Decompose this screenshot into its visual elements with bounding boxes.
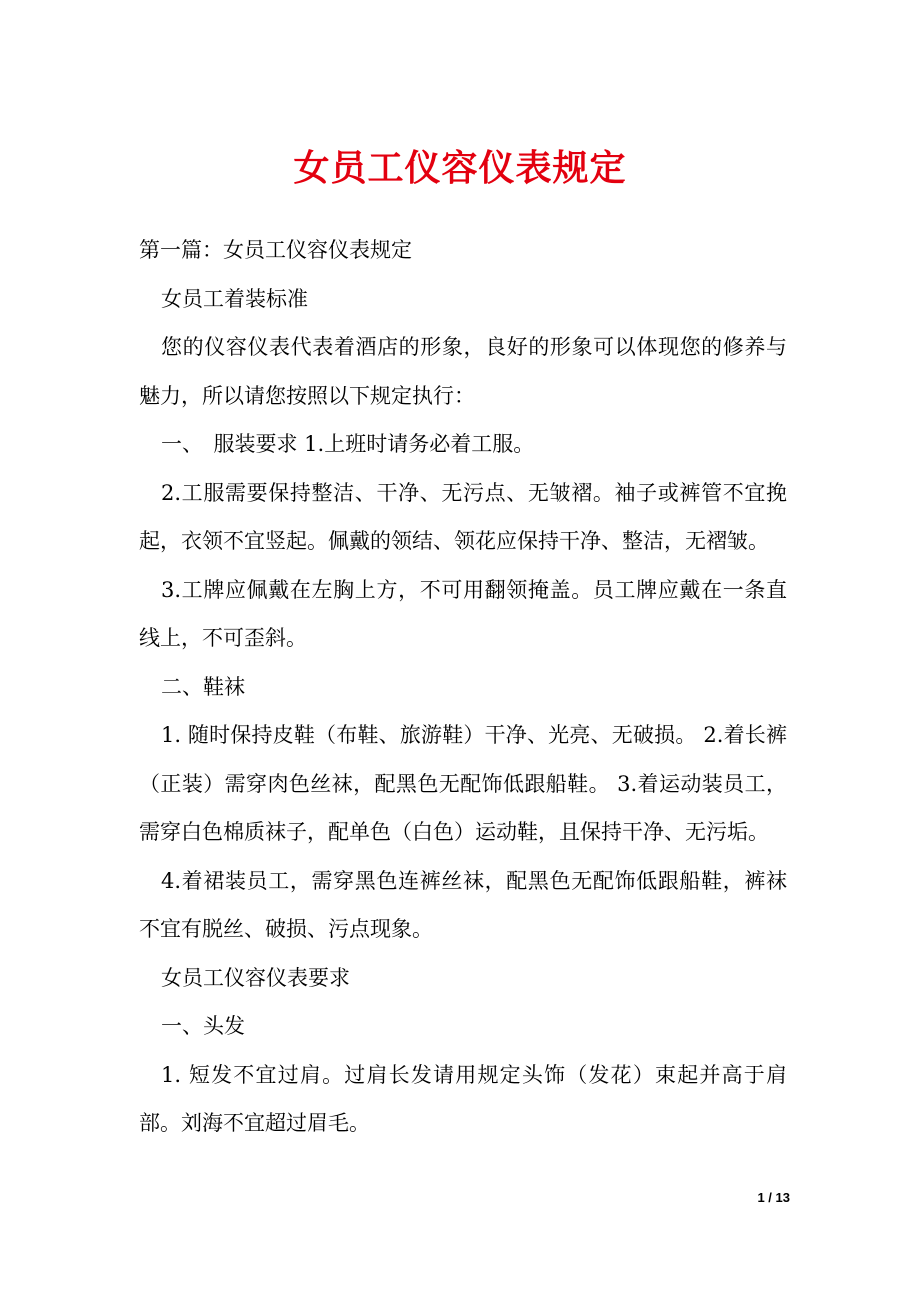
document-body [139, 226, 787, 1148]
paragraph: 女员工着装标准 [161, 286, 308, 311]
paragraph: 4.着裙装员工，需穿黑色连裤丝袜，配黑色无配饰低跟船鞋，裤袜不宜有脱丝、破损、污点现象。 [139, 868, 787, 941]
paragraph: 1. 短发不宜过肩。过肩长发请用规定头饰（发花）束起并高于肩部。刘海不宜超过眉毛。 [139, 1062, 787, 1135]
paragraph: 一、 服装要求 1.上班时请务必着工服。 [161, 432, 535, 456]
paragraph: 女员工仪容仪表要求 [161, 965, 350, 990]
section-heading: 第一篇：女员工仪容仪表规定 [139, 238, 412, 262]
paragraph: 一、头发 [161, 1014, 245, 1038]
paragraph: 1. 随时保持皮鞋（布鞋、旅游鞋）干净、光亮、无破损。 2.着长裤（正装）需穿肉色丝袜，配黑色无配饰低跟船鞋。 3.着运动装员工，需穿白色棉质袜子，配单色（白色）运动鞋，且保持干净、无污垢。 [139, 723, 787, 844]
document-title: 女员工仪容仪表规定 [293, 147, 627, 189]
paragraph: 您的仪容仪表代表着酒店的形象，良好的形象可以体现您的修养与魅力，所以请您按照以下规定执行： [139, 335, 787, 408]
paragraph: 3.工牌应佩戴在左胸上方，不可用翻领掩盖。员工牌应戴在一条直线上，不可歪斜。 [139, 577, 787, 650]
paragraph: 2.工服需要保持整洁、干净、无污点、无皱褶。袖子或裤管不宜挽起，衣领不宜竖起。佩戴的领结、领花应保持干净、整洁，无褶皱。 [139, 480, 787, 553]
paragraph: 二、鞋袜 [161, 674, 245, 699]
page-number: 1 / 13 [757, 1190, 790, 1205]
